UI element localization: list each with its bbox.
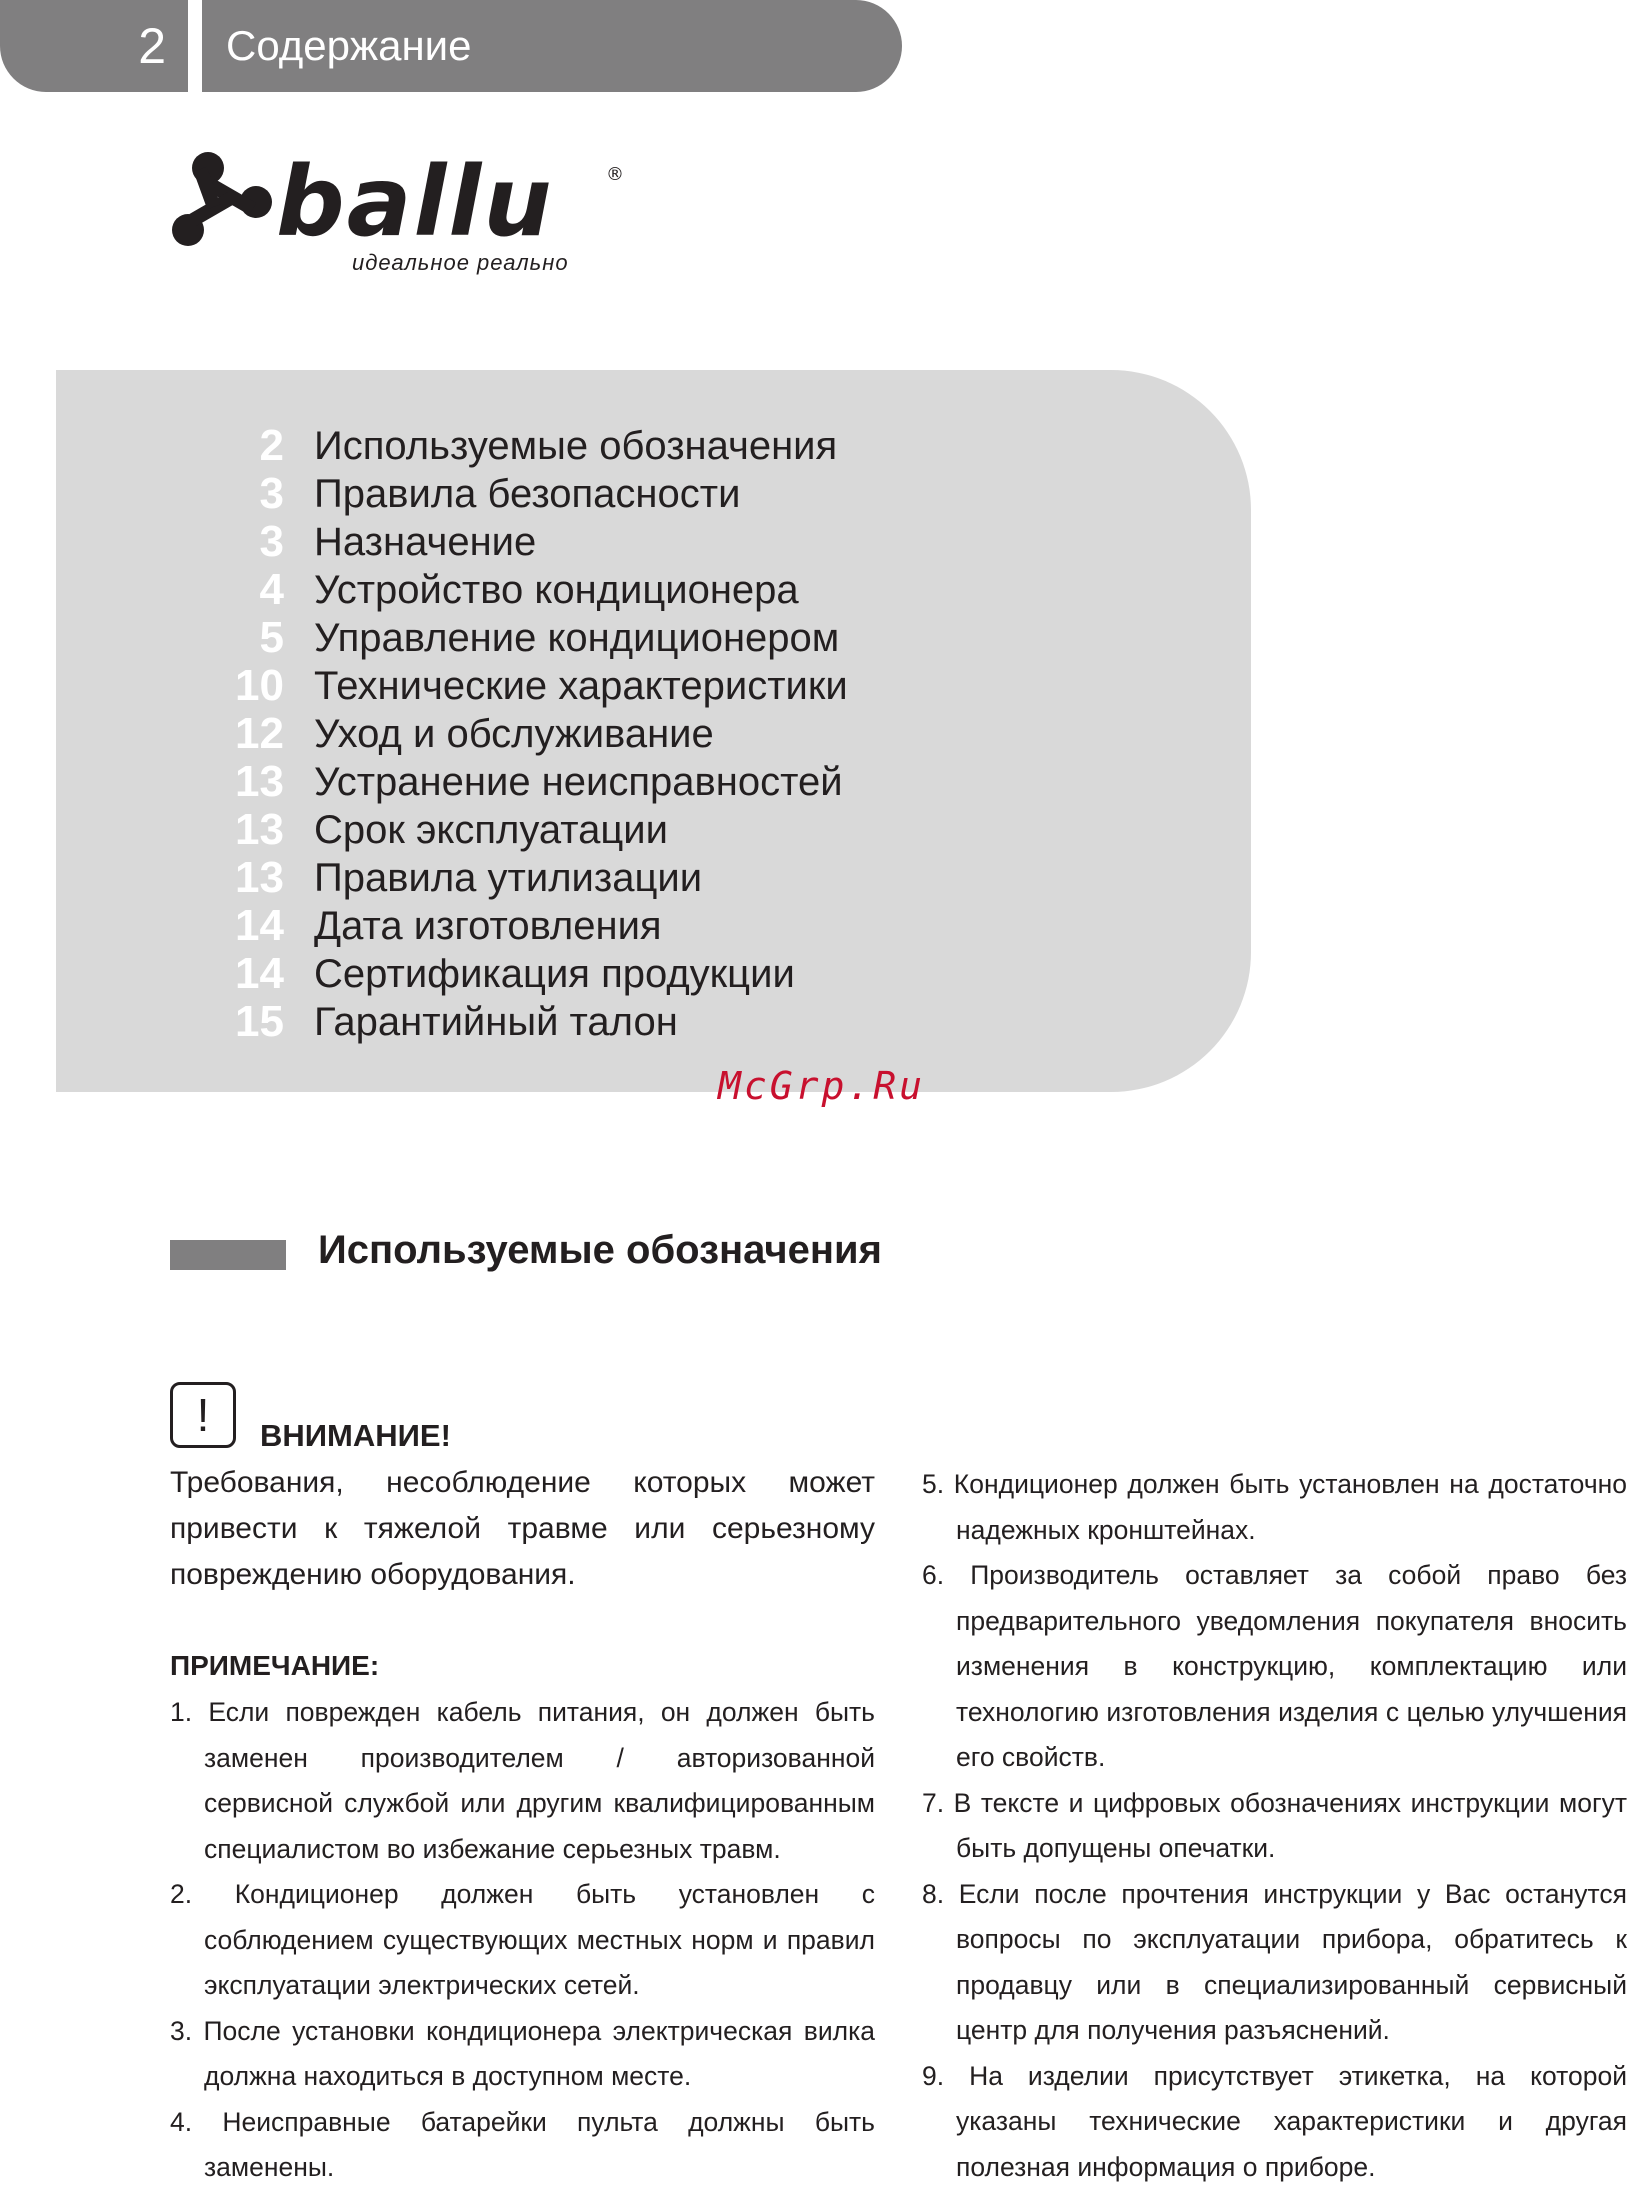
toc-page-number: 14 (235, 901, 284, 950)
toc-label: Устранение неисправностей (314, 759, 843, 804)
table-of-contents (56, 370, 1251, 1092)
list-item: 3. После установки кондиционера электрическая вилка должна находиться в доступном месте. (170, 2015, 875, 2091)
toc-item[interactable] (56, 805, 668, 854)
note-list-right (922, 1462, 1627, 2190)
toc-label: Уход и обслуживание (314, 711, 714, 756)
toc-label: Устройство кондиционера (314, 567, 799, 612)
toc-label: Управление кондиционером (314, 615, 840, 660)
toc-label: Срок эксплуатации (314, 807, 668, 852)
toc-page-number: 5 (259, 613, 284, 662)
toc-item[interactable] (56, 517, 537, 566)
toc-item[interactable] (56, 901, 662, 950)
toc-label: Правила утилизации (314, 855, 703, 900)
svg-text:ballu: ballu (276, 146, 554, 258)
toc-item[interactable] (56, 757, 843, 806)
page-number: 2 (138, 18, 166, 74)
toc-page-number: 13 (235, 853, 284, 902)
toc-page-number: 13 (235, 757, 284, 806)
toc-page-number: 15 (235, 997, 284, 1046)
toc-page-number: 3 (259, 517, 284, 566)
toc-item[interactable] (56, 613, 840, 662)
toc-page-number: 3 (259, 469, 284, 518)
page-title: Содержание (226, 22, 472, 69)
list-item: 6. Производитель оставляет за собой право без предварительного уведомления покупателя вносить изменения в конструкцию, комплектацию или технологию изготовления изделия с целью улучшения его свойств. (922, 1560, 1627, 1772)
toc-page-number: 13 (235, 805, 284, 854)
toc-page-number: 10 (235, 661, 284, 710)
toc-label: Назначение (314, 519, 537, 564)
note-list-left (170, 1690, 875, 2191)
warning-icon: ! (170, 1382, 236, 1448)
list-item: 8. Если после прочтения инструкции у Вас останутся вопросы по эксплуатации прибора, обратитесь к продавцу или в специализированный сервисный центр для получения разъяснений. (922, 1878, 1627, 2045)
note-title: ПРИМЕЧАНИЕ: (170, 1650, 380, 1681)
toc-page-number: 12 (235, 709, 284, 758)
toc-label: Дата изготовления (314, 903, 662, 948)
toc-item[interactable] (56, 469, 741, 518)
toc-label: Гарантийный талон (314, 999, 678, 1044)
toc-item[interactable] (56, 949, 795, 998)
warning-text: Требования, несоблюдение которых может привести к тяжелой травме или серьезному повреждению оборудования. (170, 1466, 875, 1591)
list-item: 4. Неисправные батарейки пульта должны быть заменены. (170, 2106, 875, 2182)
list-item: 9. На изделии присутствует этикетка, на которой указаны технические характеристики и другая полезная информация о приборе. (922, 2060, 1627, 2182)
toc-item[interactable] (56, 997, 678, 1046)
toc-page-number: 2 (259, 421, 284, 470)
section-marker-bar (170, 1240, 286, 1270)
list-item: 2. Кондиционер должен быть установлен с соблюдением существующих местных норм и правил эксплуатации электрических сетей. (170, 1879, 875, 2000)
watermark: McGrp.Ru (718, 1064, 926, 1108)
list-item: 1. Если поврежден кабель питания, он должен быть заменен производителем / авторизованной сервисной службой или другим квалифицированным специалистом во избежание серьезных травм. (170, 1697, 875, 1864)
toc-item[interactable] (56, 421, 838, 470)
toc-label: Сертификация продукции (314, 951, 795, 996)
toc-page-number: 14 (235, 949, 284, 998)
toc-item[interactable] (56, 709, 714, 758)
toc-label: Технические характеристики (314, 663, 848, 708)
toc-item[interactable] (56, 661, 848, 710)
toc-label: Правила безопасности (314, 471, 741, 516)
logo-tagline: идеальное реально (352, 250, 569, 275)
header-title-tab (202, 0, 902, 92)
page-number-tab (0, 0, 188, 92)
svg-text:®: ® (606, 164, 624, 185)
list-item: 5. Кондиционер должен быть установлен на достаточно надежных кронштейнах. (922, 1469, 1627, 1545)
toc-item[interactable] (56, 565, 799, 614)
list-item: 7. В тексте и цифровых обозначениях инструкции могут быть допущены опечатки. (922, 1787, 1627, 1863)
warning-title: ВНИМАНИЕ! (260, 1418, 451, 1453)
toc-label: Используемые обозначения (314, 423, 838, 468)
section-title: Используемые обозначения (318, 1228, 882, 1272)
toc-page-number: 4 (259, 565, 284, 614)
toc-item[interactable] (56, 853, 703, 902)
